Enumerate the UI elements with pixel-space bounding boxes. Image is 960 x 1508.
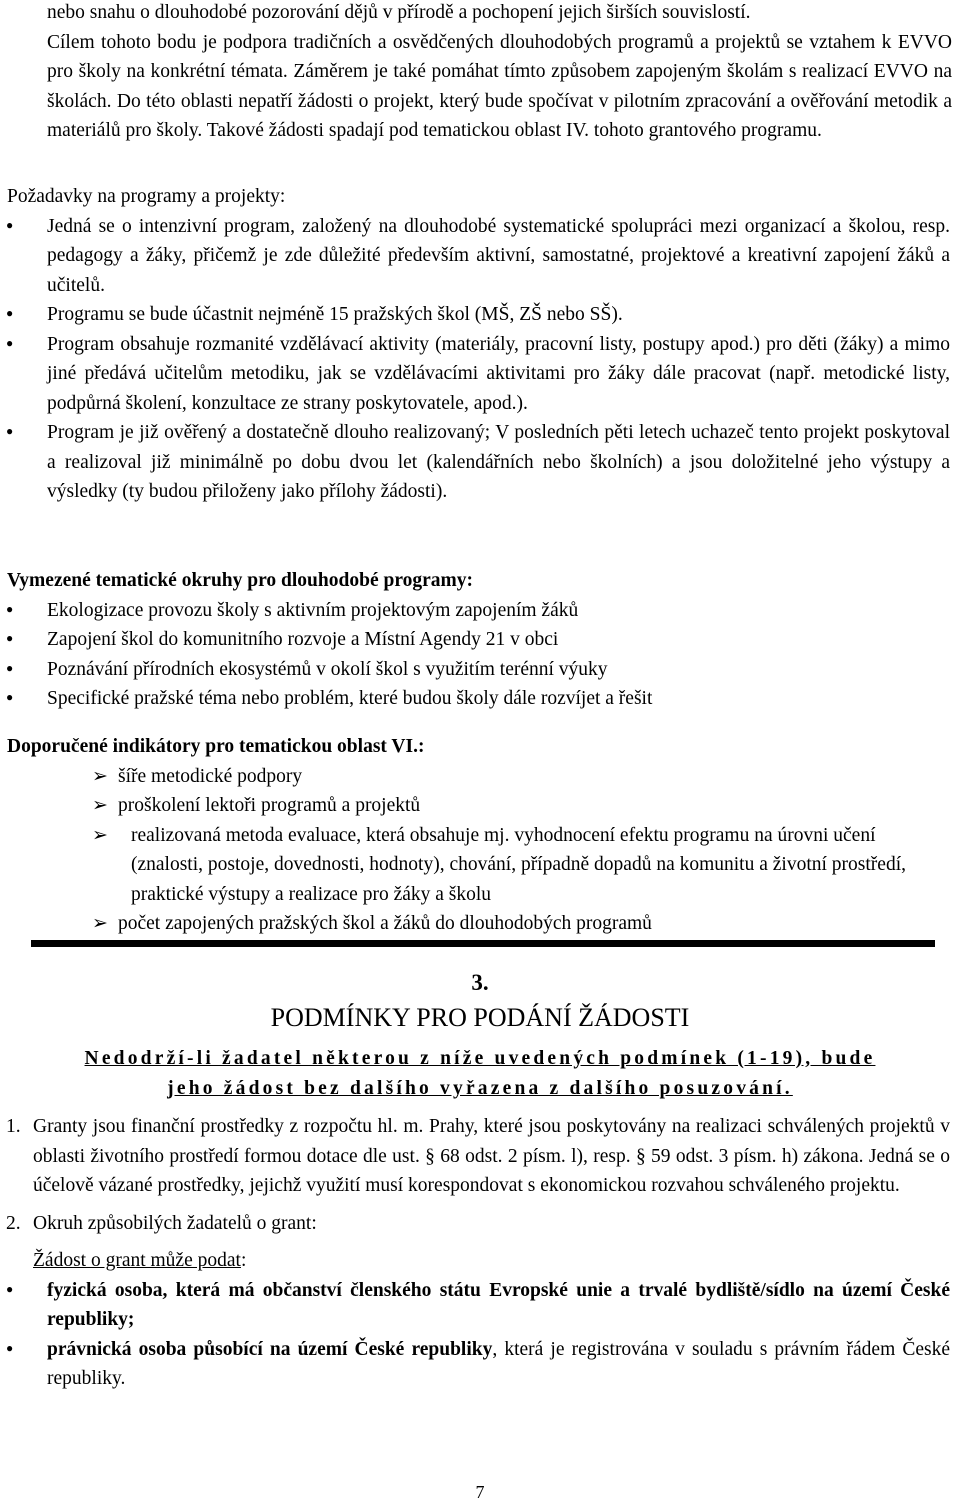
bullet-icon — [6, 212, 13, 244]
section-heading — [0, 966, 960, 1036]
bullet-icon — [6, 625, 13, 657]
requirements-heading: Požadavky na programy a projekty: — [7, 186, 286, 207]
section-title: PODMÍNKY PRO PODÁNÍ ŽÁDOSTI — [270, 1003, 690, 1032]
list-item-text: počet zapojených pražských škol a žáků do dlouhodobých programů — [118, 913, 652, 934]
applicant2-rest: , která je registrována v souladu s právním řádem České republiky. — [47, 1338, 950, 1389]
list-item-text: Program je již ověřený a dostatečně dlouho realizovaný; V posledních pěti letech uchazeč tento projekt poskytoval a realizoval již minimálně po dobu dvou let (kalendářních nebo školních) a jsou doložitelné jeho výstupy a výsledky (ty budou přiloženy jako přílohy žádosti). — [47, 422, 950, 502]
bullet-icon — [6, 1335, 13, 1367]
intro-first-line: nebo snahu o dlouhodobé pozorování dějů v přírodě a pochopení jejich širších souvislostí. — [47, 2, 751, 23]
bullet-icon — [6, 418, 13, 450]
list-item — [0, 418, 960, 507]
bullet-icon — [6, 1276, 13, 1308]
section-number: 3. — [471, 970, 489, 995]
condition-number: 2. — [6, 1212, 21, 1234]
list-item-text: šíře metodické podpory — [118, 765, 303, 787]
section-divider — [31, 940, 935, 947]
bullet-icon — [6, 596, 13, 628]
list-item — [0, 1335, 960, 1394]
list-item-text: Specifické pražské téma nebo problém, které budou školy dále rozvíjet a řešit — [47, 688, 653, 709]
arrow-bullet-icon: ➢ — [92, 795, 108, 816]
list-item — [0, 791, 960, 821]
list-item-text: realizovaná metoda evaluace, která obsahuje mj. vyhodnocení efektu programu na úrovni učení (znalosti, postoje, dovednosti, hodnoty), chování, případně dopadů na komunitu a životní prostředí, praktické výstupy a realizace pro žáky a školu — [131, 824, 906, 905]
applicant-heading-colon: : — [240, 1250, 247, 1271]
topics-heading: Vymezené tematické okruhy pro dlouhodobé programy: — [7, 570, 474, 591]
condition-item-2 — [0, 1209, 960, 1239]
applicant2-bold: právnická osoba působící na území České republiky — [47, 1338, 493, 1360]
list-item-text: Zapojení škol do komunitního rozvoje a Místní Agendy 21 v obci — [47, 629, 559, 650]
bullet-icon — [6, 300, 13, 332]
applicant-heading — [0, 1246, 960, 1276]
list-item — [0, 596, 960, 626]
intro-section — [0, 0, 960, 146]
topics-section — [0, 566, 960, 714]
bullet-icon — [6, 684, 13, 716]
list-item-text: Poznávání přírodních ekosystémů v okolí škol s využitím terénní výuky — [47, 658, 608, 680]
page-number: 7 — [475, 1482, 485, 1502]
list-item — [0, 1276, 960, 1335]
condition-item-1 — [0, 1112, 960, 1201]
requirements-section — [0, 182, 960, 507]
warning-line-1: Nedodrží-li žadatel některou z níže uvedených podmínek (1-19), bude — [84, 1048, 876, 1069]
list-item-text: Program obsahuje rozmanité vzdělávací aktivity (materiály, pracovní listy, postupy apod.) pro děti (žáky) a mimo jiné předává učitelům metodiku, jak se vzdělávacími aktivitami pro žáky dále pracovat (např. metodické listy, podpůrná školení, konzultace ze strany poskytovatele, apod.). — [47, 333, 950, 414]
intro-paragraph: Cílem tohoto bodu je podpora tradičních a osvědčených dlouhodobých programů a projektů se vztahem k EVVO pro školy na konkrétní témata. Záměrem je také pomáhat tímto způsobem zapojeným školám s realizací EVVO na školách. Do této oblasti nepatří žádosti o projekt, který bude spočívat v pilotním zpracování a ověřování metodik a materiálů pro školy. Takové žádosti spadají pod tematickou oblast IV. tohoto grantového programu. — [47, 31, 952, 141]
list-item — [0, 762, 960, 792]
condition-text: Okruh způsobilých žadatelů o grant: — [33, 1212, 317, 1234]
list-item-text: Ekologizace provozu školy s aktivním projektovým zapojením žáků — [47, 599, 579, 621]
list-item-text: fyzická osoba, která má občanství členského státu Evropské unie a trvalé bydliště/sídlo na území České republiky; — [47, 1279, 950, 1330]
arrow-bullet-icon: ➢ — [92, 913, 108, 934]
list-item — [0, 300, 960, 330]
applicant-heading-text: Žádost o grant může podat — [33, 1250, 241, 1271]
warning-notice — [0, 1044, 960, 1104]
list-item — [0, 684, 960, 714]
bullet-icon — [6, 655, 13, 687]
list-item — [0, 625, 960, 655]
condition-text: Granty jsou finanční prostředky z rozpočtu hl. m. Prahy, které jsou poskytovány na realizaci schválených projektů v oblasti životního prostředí formou dotace dle ust. § 68 odst. 2 písm. l), resp. § 59 odst. 3 písm. h) zákona. Jedná se o účelově vázané prostředky, jejichž využití musí korespondovat s ekonomickou rozvahou schváleného projektu. — [33, 1116, 950, 1196]
list-item — [0, 655, 960, 685]
conditions-section — [0, 1112, 960, 1394]
list-item — [0, 909, 960, 939]
condition-number: 1. — [6, 1116, 21, 1137]
list-item-text: proškolení lektoři programů a projektů — [118, 795, 421, 816]
indicators-section — [0, 732, 960, 939]
list-item-text — [0, 1335, 960, 1394]
indicators-heading: Doporučené indikátory pro tematickou oblast VI.: — [7, 736, 425, 757]
list-item — [0, 821, 960, 910]
arrow-bullet-icon: ➢ — [92, 765, 108, 787]
list-item — [0, 212, 960, 301]
arrow-bullet-icon: ➢ — [92, 824, 108, 846]
list-item — [0, 330, 960, 419]
list-item-text: Jedná se o intenzivní program, založený na dlouhodobé systematické spolupráci mezi organizací a školou, resp. pedagogy a žáky, přičemž je zde důležité především aktivní, samostatné, projektové a kreativní zapojení žáků a učitelů. — [47, 215, 950, 296]
bullet-icon — [6, 330, 13, 362]
list-item-text: Programu se bude účastnit nejméně 15 pražských škol (MŠ, ZŠ nebo SŠ). — [47, 304, 623, 325]
warning-line-2: jeho žádost bez dalšího vyřazena z dalšího posuzování. — [167, 1078, 793, 1099]
